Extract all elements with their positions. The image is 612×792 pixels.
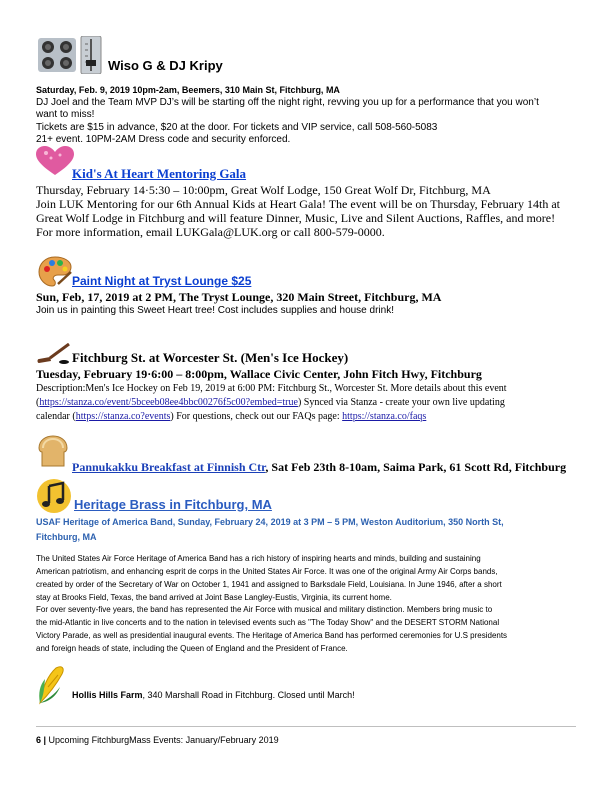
event-info: USAF Heritage of America Band, Sunday, February 24, 2019 at 3 PM – 5 PM, Weston Auditorium, 350 North St, (36, 517, 504, 527)
event-desc: and foreign heads of state, including the Queen of England and the President of France. (36, 644, 348, 653)
event-desc: want to miss! (36, 109, 95, 120)
event-desc (36, 411, 426, 422)
paint-palette-icon (38, 256, 72, 288)
paren-open: ( (36, 397, 40, 408)
event-desc: The United States Air Force Heritage of America Band has a rich history of inspiring hearts and minds, building and sustaining (36, 554, 481, 563)
event-info: Tuesday, February 19·6:00 – 8:00pm, Wallace Civic Center, John Fitch Hwy, Fitchburg (36, 367, 482, 381)
event-desc: Join us in painting this Sweet Heart tree! Cost includes supplies and house drink! (36, 305, 394, 316)
event-desc: Tickets are $15 in advance, $20 at the door. For tickets and VIP service, call 508-560-5083 (36, 122, 438, 133)
event-desc: DJ Joel and the Team MVP DJ’s will be starting off the night right, revving you up for a performance that you won’t (36, 97, 539, 108)
event-info: , 340 Marshall Road in Fitchburg. Closed until March! (142, 690, 355, 700)
event-desc: the mid-Atlantic in live concerts and to the nation in televised events such as "The Today Show" and the DESERT STORM National (36, 618, 500, 627)
event-title: Fitchburg St. at Worcester St. (Men's Ice Hockey) (72, 350, 349, 365)
bread-loaf-icon (36, 434, 70, 468)
event-desc: Victory Parade, as well as presidential inaugural events. The Heritage of America Band has performed ceremonies for U.S presidents (36, 631, 508, 640)
farm-name: Hollis Hills Farm (72, 690, 143, 700)
stanza-event-link[interactable]: https://stanza.co/event/5bceeb08ee4bbc00276f5c00?embed=true (39, 397, 298, 408)
event-desc-text: ) For questions, check out our FAQs page: (170, 411, 343, 422)
event-title-link[interactable]: Paint Night at Tryst Lounge $25 (72, 274, 252, 288)
event-desc: For more information, email LUKGala@LUK.org or call 800-579-0000. (36, 225, 385, 239)
event-info: Fitchburg, MA (36, 532, 97, 542)
footer-text: Upcoming FitchburgMass Events: January/February 2019 (48, 735, 279, 745)
event-title: Wiso G & DJ Kripy (108, 58, 223, 73)
event-desc-text: calendar ( (36, 411, 76, 422)
event-desc: Join LUK Mentoring for our 6th Annual Kids at Heart Gala! The event will be on Thursday, February 14th at (36, 197, 560, 211)
footer-separator: | (41, 735, 49, 745)
hockey-stick-icon (36, 343, 72, 365)
event-info: Sun, Feb, 17, 2019 at 2 PM, The Tryst Lounge, 320 Main Street, Fitchburg, MA (36, 290, 442, 304)
footer-divider (36, 726, 576, 727)
event-line (72, 690, 355, 700)
music-notes-icon (36, 478, 72, 514)
event-desc: American patriotism, and enhancing esprit de corps in the United States Air Force. It was one of the original Army Air Corps bands, (36, 567, 498, 576)
page-footer (36, 735, 279, 745)
event-info: , Sat Feb 23th 8-10am, Saima Park, 61 Scott Rd, Fitchburg (265, 460, 567, 474)
event-wiso-g (0, 0, 612, 150)
mixer-knobs-icon (38, 38, 76, 72)
event-desc-text: ) Synced via Stanza - create your own live updating (297, 397, 505, 408)
page-number: 6 (36, 735, 42, 745)
event-info: Saturday, Feb. 9, 2019 10pm-2am, Beemers, 310 Main St, Fitchburg, MA (36, 85, 340, 95)
heart-icon (36, 146, 74, 176)
event-desc: For over seventy-five years, the band has represented the Air Force with musical and military distinction. Members bring music to (36, 605, 493, 614)
stanza-faqs-link[interactable]: https://stanza.co/faqs (342, 411, 427, 422)
event-desc: Great Wolf Lodge in Fitchburg and will feature Dinner, Music, Live and Silent Auctions, Raffles, and more! (36, 211, 556, 225)
event-desc: Description:Men's Ice Hockey on Feb 19, 2019 at 6:00 PM: Fitchburg St., Worcester St. More details about this event (36, 383, 507, 394)
stanza-events-link[interactable]: https://stanza.co?events (75, 411, 171, 422)
event-info: Thursday, February 14·5:30 – 10:00pm, Great Wolf Lodge, 150 Great Wolf Dr, Fitchburg, MA (36, 183, 491, 197)
corn-icon (36, 665, 66, 705)
event-desc: stay at Brooks Field, Texas, the band arrived at Joint Base Langley-Eustis, Virginia, its current home. (36, 593, 392, 602)
event-desc: created by order of the Secretary of War on October 1, 1941 and assigned to Barksdale Field, Louisiana. In June 1946, after a short (36, 580, 502, 589)
event-title-link[interactable]: Pannukakku Breakfast at Finnish Ctr (72, 460, 266, 474)
event-desc (36, 397, 505, 408)
event-title-link[interactable]: Heritage Brass in Fitchburg, MA (74, 497, 272, 512)
event-desc: 21+ event. 10PM-2AM Dress code and security enforced. (36, 134, 291, 145)
fader-slider-icon (80, 36, 102, 74)
event-title-link[interactable]: Kid's At Heart Mentoring Gala (72, 166, 247, 181)
event-line (72, 460, 566, 475)
